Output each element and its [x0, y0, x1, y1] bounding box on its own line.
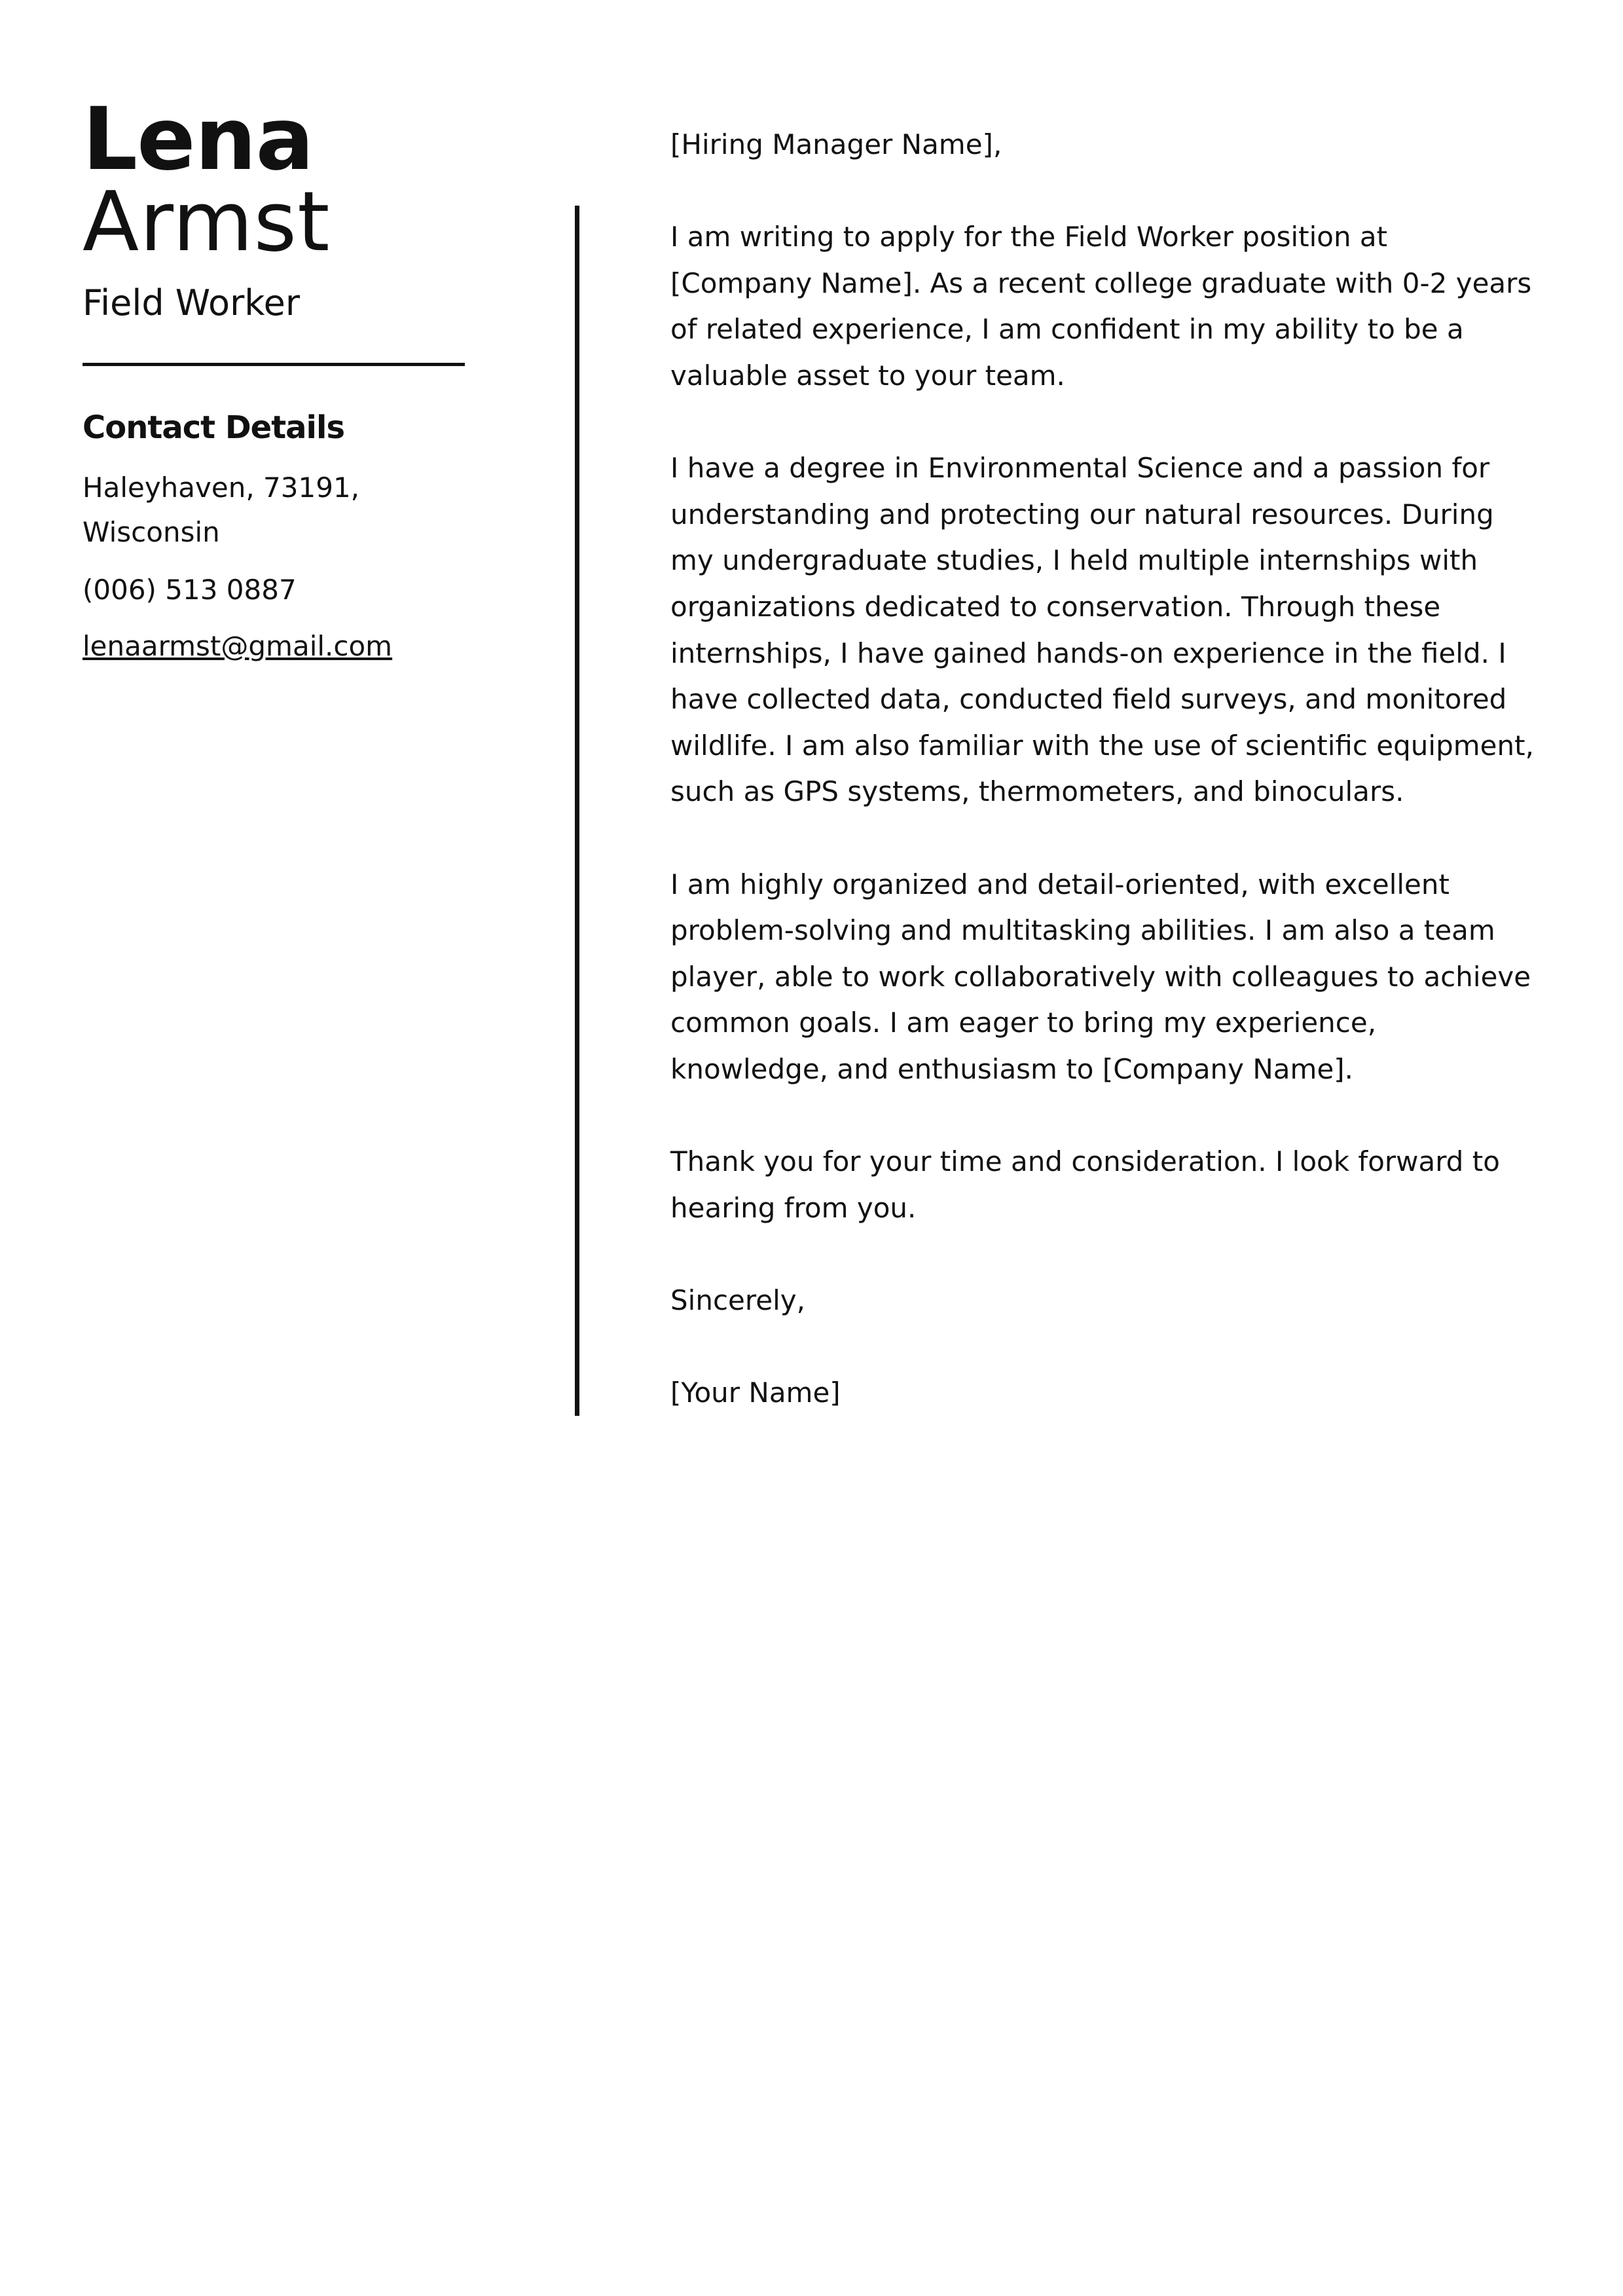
last-name: Armst [82, 174, 331, 270]
closing: Sincerely, [670, 1284, 805, 1316]
signature: [Your Name] [670, 1377, 841, 1409]
letter-paragraph-4: Thank you for your time and consideration. I look forward to hearing from you. [670, 1145, 1500, 1224]
contact-email-link[interactable]: lenaarmst@gmail.com [82, 630, 393, 662]
contact-phone: (006) 513 0887 [82, 574, 297, 606]
sidebar-divider [82, 363, 465, 366]
contact-heading: Contact Details [82, 409, 345, 446]
letter-paragraph-3: I am highly organized and detail-oriented, with excellent problem-solving and multitasking abilities. I am also a team player, able to work collaboratively with colleagues to achieve common goals. I am eager to bring my experience, knowledge, and enthusiasm to [Company Name]. [670, 868, 1531, 1085]
contact-address [82, 466, 475, 555]
letter-paragraph-1: I am writing to apply for the Field Worker position at [Company Name]. As a recent college graduate with 0-2 years of related experience, I am confident in my ability to be a valuable asset to your team. [670, 221, 1532, 392]
letter-paragraph-2: I have a degree in Environmental Science and a passion for understanding and protecting our natural resources. During my undergraduate studies, I held multiple internships with organizations dedicated to conservation. Through these internships, I have gained hands-on experience in the field. I have collected data, conducted field surveys, and monitored wildlife. I am also familiar with the use of scientific equipment, such as GPS systems, thermometers, and binoculars. [670, 452, 1534, 808]
vertical-divider [575, 206, 579, 1416]
address-line-1: Haleyhaven, 73191, [82, 472, 360, 504]
salutation: [Hiring Manager Name], [670, 128, 1002, 160]
letter-body [670, 122, 1535, 1462]
job-title: Field Worker [82, 282, 301, 324]
first-name: Lena [82, 89, 314, 190]
sidebar [82, 89, 475, 669]
address-line-2: Wisconsin [82, 516, 220, 548]
